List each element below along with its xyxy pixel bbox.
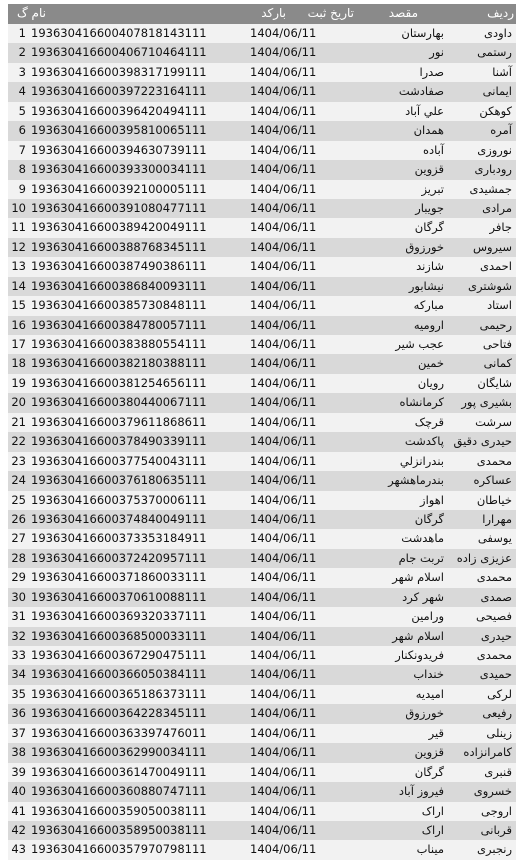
date-cell: 1404/06/11 <box>250 725 317 740</box>
row-number: 38 <box>11 745 26 760</box>
destination-cell: خنداب <box>413 667 444 682</box>
date-cell: 1404/06/11 <box>250 317 317 332</box>
table-row <box>8 432 516 451</box>
date-cell: 1404/06/11 <box>250 609 317 624</box>
barcode-cell: 193630416600396420494111 <box>31 103 207 118</box>
destination-cell: آباده <box>422 142 444 157</box>
name-cell: حیدری <box>480 628 512 643</box>
table-row <box>8 218 516 237</box>
name-cell: عزیزی زاده <box>456 550 512 565</box>
name-cell: کامرانزاده <box>463 745 512 760</box>
table-row <box>8 121 516 140</box>
name-cell: رفیعی <box>482 706 512 721</box>
barcode-cell: 193630416600367290475111 <box>31 648 207 662</box>
table-row <box>8 588 516 607</box>
date-cell: 1404/06/11 <box>250 648 317 662</box>
row-number: 40 <box>11 784 26 799</box>
date-cell: 1404/06/11 <box>250 550 317 565</box>
table-row <box>8 840 516 859</box>
barcode-cell: 193630416600364228345111 <box>31 706 207 721</box>
barcode-cell: 193630416600374840049111 <box>31 511 207 526</box>
table-row <box>8 393 516 412</box>
table-row <box>8 704 516 723</box>
date-cell: 1404/06/11 <box>250 26 317 40</box>
row-number: 11 <box>11 220 26 235</box>
date-cell: 1404/06/11 <box>250 123 317 138</box>
table-row <box>8 180 516 199</box>
destination-cell: تربت جام <box>398 550 444 565</box>
destination-cell: فيروز آباد <box>398 784 444 799</box>
row-number: 35 <box>11 686 26 701</box>
date-cell: 1404/06/11 <box>250 628 317 643</box>
date-cell: 1404/06/11 <box>250 375 317 390</box>
table-row <box>8 257 516 276</box>
barcode-cell: 193630416600389420049111 <box>31 220 207 235</box>
barcode-cell: 193630416600383880554111 <box>31 337 207 351</box>
table-row <box>8 413 516 432</box>
destination-cell: خورزوق <box>405 239 444 254</box>
row-number: 1 <box>18 26 26 40</box>
destination-cell: شازند <box>416 259 444 274</box>
name-cell: آمره <box>490 123 512 138</box>
destination-cell: عجب شير <box>395 337 444 351</box>
destination-cell: قير <box>428 725 444 740</box>
destination-cell: ورامين <box>411 609 444 624</box>
table-row <box>8 160 516 179</box>
date-cell: 1404/06/11 <box>250 453 317 468</box>
row-number: 25 <box>11 492 26 507</box>
row-number: 16 <box>11 317 26 332</box>
row-number: 15 <box>11 298 26 313</box>
destination-cell: ميناب <box>416 842 444 857</box>
destination-cell: علي آباد <box>405 103 444 118</box>
barcode-cell: 193630416600398317199111 <box>31 64 207 79</box>
date-cell: 1404/06/11 <box>250 784 317 799</box>
row-number: 22 <box>11 434 26 449</box>
name-cell: نوروزی <box>477 142 512 157</box>
barcode-cell: 193630416600391080477111 <box>31 200 207 215</box>
name-cell: جافر <box>489 220 512 235</box>
table-row <box>8 82 516 101</box>
destination-cell: پاکدشت <box>404 434 444 449</box>
date-cell: 1404/06/11 <box>250 414 317 429</box>
date-cell: 1404/06/11 <box>250 434 317 449</box>
table-row <box>8 568 516 587</box>
table-row <box>8 24 516 43</box>
table-header <box>8 4 516 24</box>
destination-cell: اميديه <box>415 686 444 701</box>
destination-cell: قزوين <box>414 162 444 177</box>
destination-cell: اراک <box>421 803 444 818</box>
table-row <box>8 471 516 490</box>
table-row <box>8 743 516 762</box>
table-row <box>8 102 516 121</box>
name-cell: آشنا <box>492 64 512 79</box>
table-row <box>8 646 516 665</box>
row-number: 34 <box>11 667 26 682</box>
destination-cell: قرچک <box>414 414 444 429</box>
table-row <box>8 238 516 257</box>
row-number: 31 <box>11 609 26 624</box>
table-row <box>8 43 516 62</box>
barcode-cell: 193630416600385730848111 <box>31 298 207 313</box>
date-cell: 1404/06/11 <box>250 84 317 99</box>
name-cell: رنجبری <box>477 842 512 857</box>
barcode-cell: 193630416600392100005111 <box>31 181 207 196</box>
date-cell: 1404/06/11 <box>250 822 317 837</box>
destination-cell: اروميه <box>413 317 444 332</box>
row-number: 17 <box>11 337 26 351</box>
name-cell: صمدی <box>480 589 512 604</box>
date-cell: 1404/06/11 <box>250 764 317 779</box>
destination-cell: شهر کرد <box>402 589 444 604</box>
destination-cell: گرگان <box>414 764 444 779</box>
row-number: 43 <box>11 842 26 857</box>
name-cell: شوشتری <box>467 278 512 293</box>
destination-cell: خمين <box>418 356 444 371</box>
date-cell: 1404/06/11 <box>250 103 317 118</box>
barcode-cell: 193630416600369320337111 <box>31 609 207 624</box>
name-cell: خسروی <box>473 784 512 799</box>
destination-cell: جويبار <box>415 200 444 215</box>
name-cell: استاد <box>487 298 512 313</box>
date-cell: 1404/06/11 <box>250 200 317 215</box>
table-row <box>8 685 516 704</box>
row-number: 32 <box>11 628 26 643</box>
row-number: 6 <box>18 123 26 138</box>
row-number: 18 <box>11 356 26 371</box>
name-cell: رستمی <box>477 45 512 60</box>
date-cell: 1404/06/11 <box>250 473 317 488</box>
date-cell: 1404/06/11 <box>250 395 317 410</box>
name-cell: رحیمی <box>479 317 512 332</box>
row-number: 9 <box>18 181 26 196</box>
table-row <box>8 63 516 82</box>
date-cell: 1404/06/11 <box>250 239 317 254</box>
barcode-cell: 193630416600380440067111 <box>31 395 207 410</box>
name-cell: فتاحی <box>482 337 512 351</box>
row-number: 30 <box>11 589 26 604</box>
name-cell: رودباری <box>474 162 512 177</box>
date-cell: 1404/06/11 <box>250 570 317 585</box>
name-cell: جمشیدی <box>469 181 512 196</box>
name-cell: لرکی <box>487 686 512 701</box>
row-number: 39 <box>11 764 26 779</box>
destination-cell: نور <box>429 45 444 60</box>
name-cell: یوسفی <box>477 531 512 546</box>
destination-cell: بندرماهشهر <box>388 473 444 488</box>
table-body <box>8 24 516 860</box>
table-row <box>8 802 516 821</box>
table-row <box>8 549 516 568</box>
barcode-cell: 193630416600363397476011 <box>31 725 207 740</box>
date-cell: 1404/06/11 <box>250 142 317 157</box>
barcode-cell: 193630416600386840093111 <box>31 278 207 293</box>
row-number: 10 <box>11 200 26 215</box>
table-row <box>8 374 516 393</box>
barcode-cell: 193630416600375370006111 <box>31 492 207 507</box>
destination-cell: خورزوق <box>405 706 444 721</box>
destination-cell: بندرانزلي <box>399 453 444 468</box>
table-row <box>8 296 516 315</box>
destination-cell: تبريز <box>421 181 444 196</box>
destination-cell: گرگان <box>414 511 444 526</box>
name-cell: عساکره <box>473 473 512 488</box>
name-cell: محمدی <box>476 648 512 662</box>
table-row <box>8 665 516 684</box>
date-cell: 1404/06/11 <box>250 337 317 351</box>
name-cell: اروجی <box>481 803 512 818</box>
header-radif: ردیف <box>487 6 514 20</box>
row-number: 20 <box>11 395 26 410</box>
barcode-cell: 193630416600365186373111 <box>31 686 207 701</box>
barcode-cell: 193630416600370610088111 <box>31 589 207 604</box>
date-cell: 1404/06/11 <box>250 842 317 857</box>
barcode-cell: 193630416600384780057111 <box>31 317 207 332</box>
name-cell: داودی <box>484 26 512 40</box>
barcode-cell: 193630416600381254656111 <box>31 375 207 390</box>
name-cell: حمیدی <box>479 667 512 682</box>
table-row <box>8 529 516 548</box>
date-cell: 1404/06/11 <box>250 531 317 546</box>
barcode-cell: 193630416600373353184911 <box>31 531 207 546</box>
name-cell: قنبری <box>484 764 512 779</box>
row-number: 29 <box>11 570 26 585</box>
barcode-cell: 193630416600397223164111 <box>31 84 207 99</box>
name-cell: احمدی <box>480 259 512 274</box>
header-name: نام گ <box>17 6 46 20</box>
date-cell: 1404/06/11 <box>250 667 317 682</box>
barcode-cell: 193630416600357970798111 <box>31 842 207 857</box>
date-cell: 1404/06/11 <box>250 220 317 235</box>
date-cell: 1404/06/11 <box>250 45 317 60</box>
row-number: 37 <box>11 725 26 740</box>
destination-cell: صدرا <box>419 64 444 79</box>
barcode-cell: 193630416600377540043111 <box>31 453 207 468</box>
date-cell: 1404/06/11 <box>250 259 317 274</box>
name-cell: مرادی <box>482 200 512 215</box>
barcode-cell: 193630416600388768345111 <box>31 239 207 254</box>
barcode-cell: 193630416600361470049111 <box>31 764 207 779</box>
table-row <box>8 763 516 782</box>
row-number: 28 <box>11 550 26 565</box>
table-row <box>8 277 516 296</box>
date-cell: 1404/06/11 <box>250 686 317 701</box>
row-number: 8 <box>18 162 26 177</box>
barcode-cell: 193630416600372420957111 <box>31 550 207 565</box>
name-cell: فصیحی <box>476 609 512 624</box>
row-number: 19 <box>11 375 26 390</box>
barcode-cell: 193630416600358950038111 <box>31 822 207 837</box>
date-cell: 1404/06/11 <box>250 356 317 371</box>
date-cell: 1404/06/11 <box>250 278 317 293</box>
barcode-cell: 193630416600359050038111 <box>31 803 207 818</box>
date-cell: 1404/06/11 <box>250 511 317 526</box>
name-cell: قربانی <box>480 822 512 837</box>
table-row <box>8 491 516 510</box>
header-destination: مقصد <box>388 6 418 20</box>
date-cell: 1404/06/11 <box>250 492 317 507</box>
table-row <box>8 724 516 743</box>
barcode-cell: 193630416600360880747111 <box>31 784 207 799</box>
row-number: 21 <box>11 414 26 429</box>
date-cell: 1404/06/11 <box>250 298 317 313</box>
barcode-cell: 193630416600362990034111 <box>31 745 207 760</box>
row-number: 14 <box>11 278 26 293</box>
row-number: 41 <box>11 803 26 818</box>
barcode-cell: 193630416600387490386111 <box>31 259 207 274</box>
row-number: 12 <box>11 239 26 254</box>
row-number: 7 <box>18 142 26 157</box>
destination-cell: کرمانشاه <box>399 395 444 410</box>
row-number: 42 <box>11 822 26 837</box>
barcode-cell: 193630416600407818143111 <box>31 26 207 40</box>
destination-cell: رويان <box>417 375 444 390</box>
date-cell: 1404/06/11 <box>250 181 317 196</box>
barcode-cell: 193630416600378490339111 <box>31 434 207 449</box>
header-barcode: بارکد <box>261 6 286 20</box>
row-number: 27 <box>11 531 26 546</box>
destination-cell: قزوين <box>414 745 444 760</box>
barcode-cell: 193630416600406710464111 <box>31 45 207 60</box>
name-cell: کمانی <box>483 356 512 371</box>
destination-cell: گرگان <box>414 220 444 235</box>
header-date: تاریخ ثبت <box>307 6 354 20</box>
destination-cell: همدان <box>413 123 444 138</box>
row-number: 23 <box>11 453 26 468</box>
name-cell: سرشت <box>475 414 512 429</box>
barcode-cell: 193630416600371860033111 <box>31 570 207 585</box>
name-cell: شایگان <box>477 375 512 390</box>
row-number: 4 <box>18 84 26 99</box>
table-row <box>8 141 516 160</box>
table-row <box>8 821 516 840</box>
table-row <box>8 354 516 373</box>
barcode-cell: 193630416600366050384111 <box>31 667 207 682</box>
table-row <box>8 607 516 626</box>
destination-cell: نيشابور <box>408 278 444 293</box>
table-row <box>8 199 516 218</box>
date-cell: 1404/06/11 <box>250 745 317 760</box>
destination-cell: اسلام شهر <box>392 570 444 585</box>
destination-cell: ماهدشت <box>401 531 444 546</box>
barcode-cell: 193630416600368500033111 <box>31 628 207 643</box>
row-number: 36 <box>11 706 26 721</box>
date-cell: 1404/06/11 <box>250 706 317 721</box>
destination-cell: صفادشت <box>398 84 444 99</box>
row-number: 26 <box>11 511 26 526</box>
name-cell: محمدی <box>476 570 512 585</box>
destination-cell: فريدونکنار <box>395 648 444 662</box>
name-cell: ایمانی <box>482 84 512 99</box>
barcode-cell: 193630416600394630739111 <box>31 142 207 157</box>
name-cell: بشیری پور <box>461 395 512 410</box>
destination-cell: اهواز <box>420 492 444 507</box>
destination-cell: بهارستان <box>401 26 444 40</box>
table-row <box>8 335 516 354</box>
name-cell: مهرارا <box>482 511 512 526</box>
name-cell: زینلی <box>486 725 512 740</box>
row-number: 13 <box>11 259 26 274</box>
barcode-cell: 193630416600395810065111 <box>31 123 207 138</box>
table-row <box>8 452 516 471</box>
barcode-cell: 193630416600393300034111 <box>31 162 207 177</box>
barcode-cell: 193630416600376180635111 <box>31 473 207 488</box>
row-number: 5 <box>18 103 26 118</box>
destination-cell: مبارکه <box>413 298 444 313</box>
table-row <box>8 782 516 801</box>
date-cell: 1404/06/11 <box>250 803 317 818</box>
date-cell: 1404/06/11 <box>250 589 317 604</box>
destination-cell: اسلام شهر <box>392 628 444 643</box>
name-cell: سیروس <box>472 239 512 254</box>
date-cell: 1404/06/11 <box>250 64 317 79</box>
barcode-cell: 193630416600382180388111 <box>31 356 207 371</box>
table-row <box>8 510 516 529</box>
name-cell: حیدری دقیق <box>453 434 512 449</box>
row-number: 33 <box>11 648 26 662</box>
table-row <box>8 627 516 646</box>
name-cell: کوهکن <box>479 103 512 118</box>
name-cell: محمدی <box>476 453 512 468</box>
name-cell: خیاطان <box>476 492 512 507</box>
row-number: 2 <box>18 45 26 60</box>
date-cell: 1404/06/11 <box>250 162 317 177</box>
row-number: 24 <box>11 473 26 488</box>
barcode-cell: 193630416600379611868611 <box>31 414 207 429</box>
table-row <box>8 316 516 335</box>
destination-cell: اراک <box>421 822 444 837</box>
row-number: 3 <box>18 64 26 79</box>
